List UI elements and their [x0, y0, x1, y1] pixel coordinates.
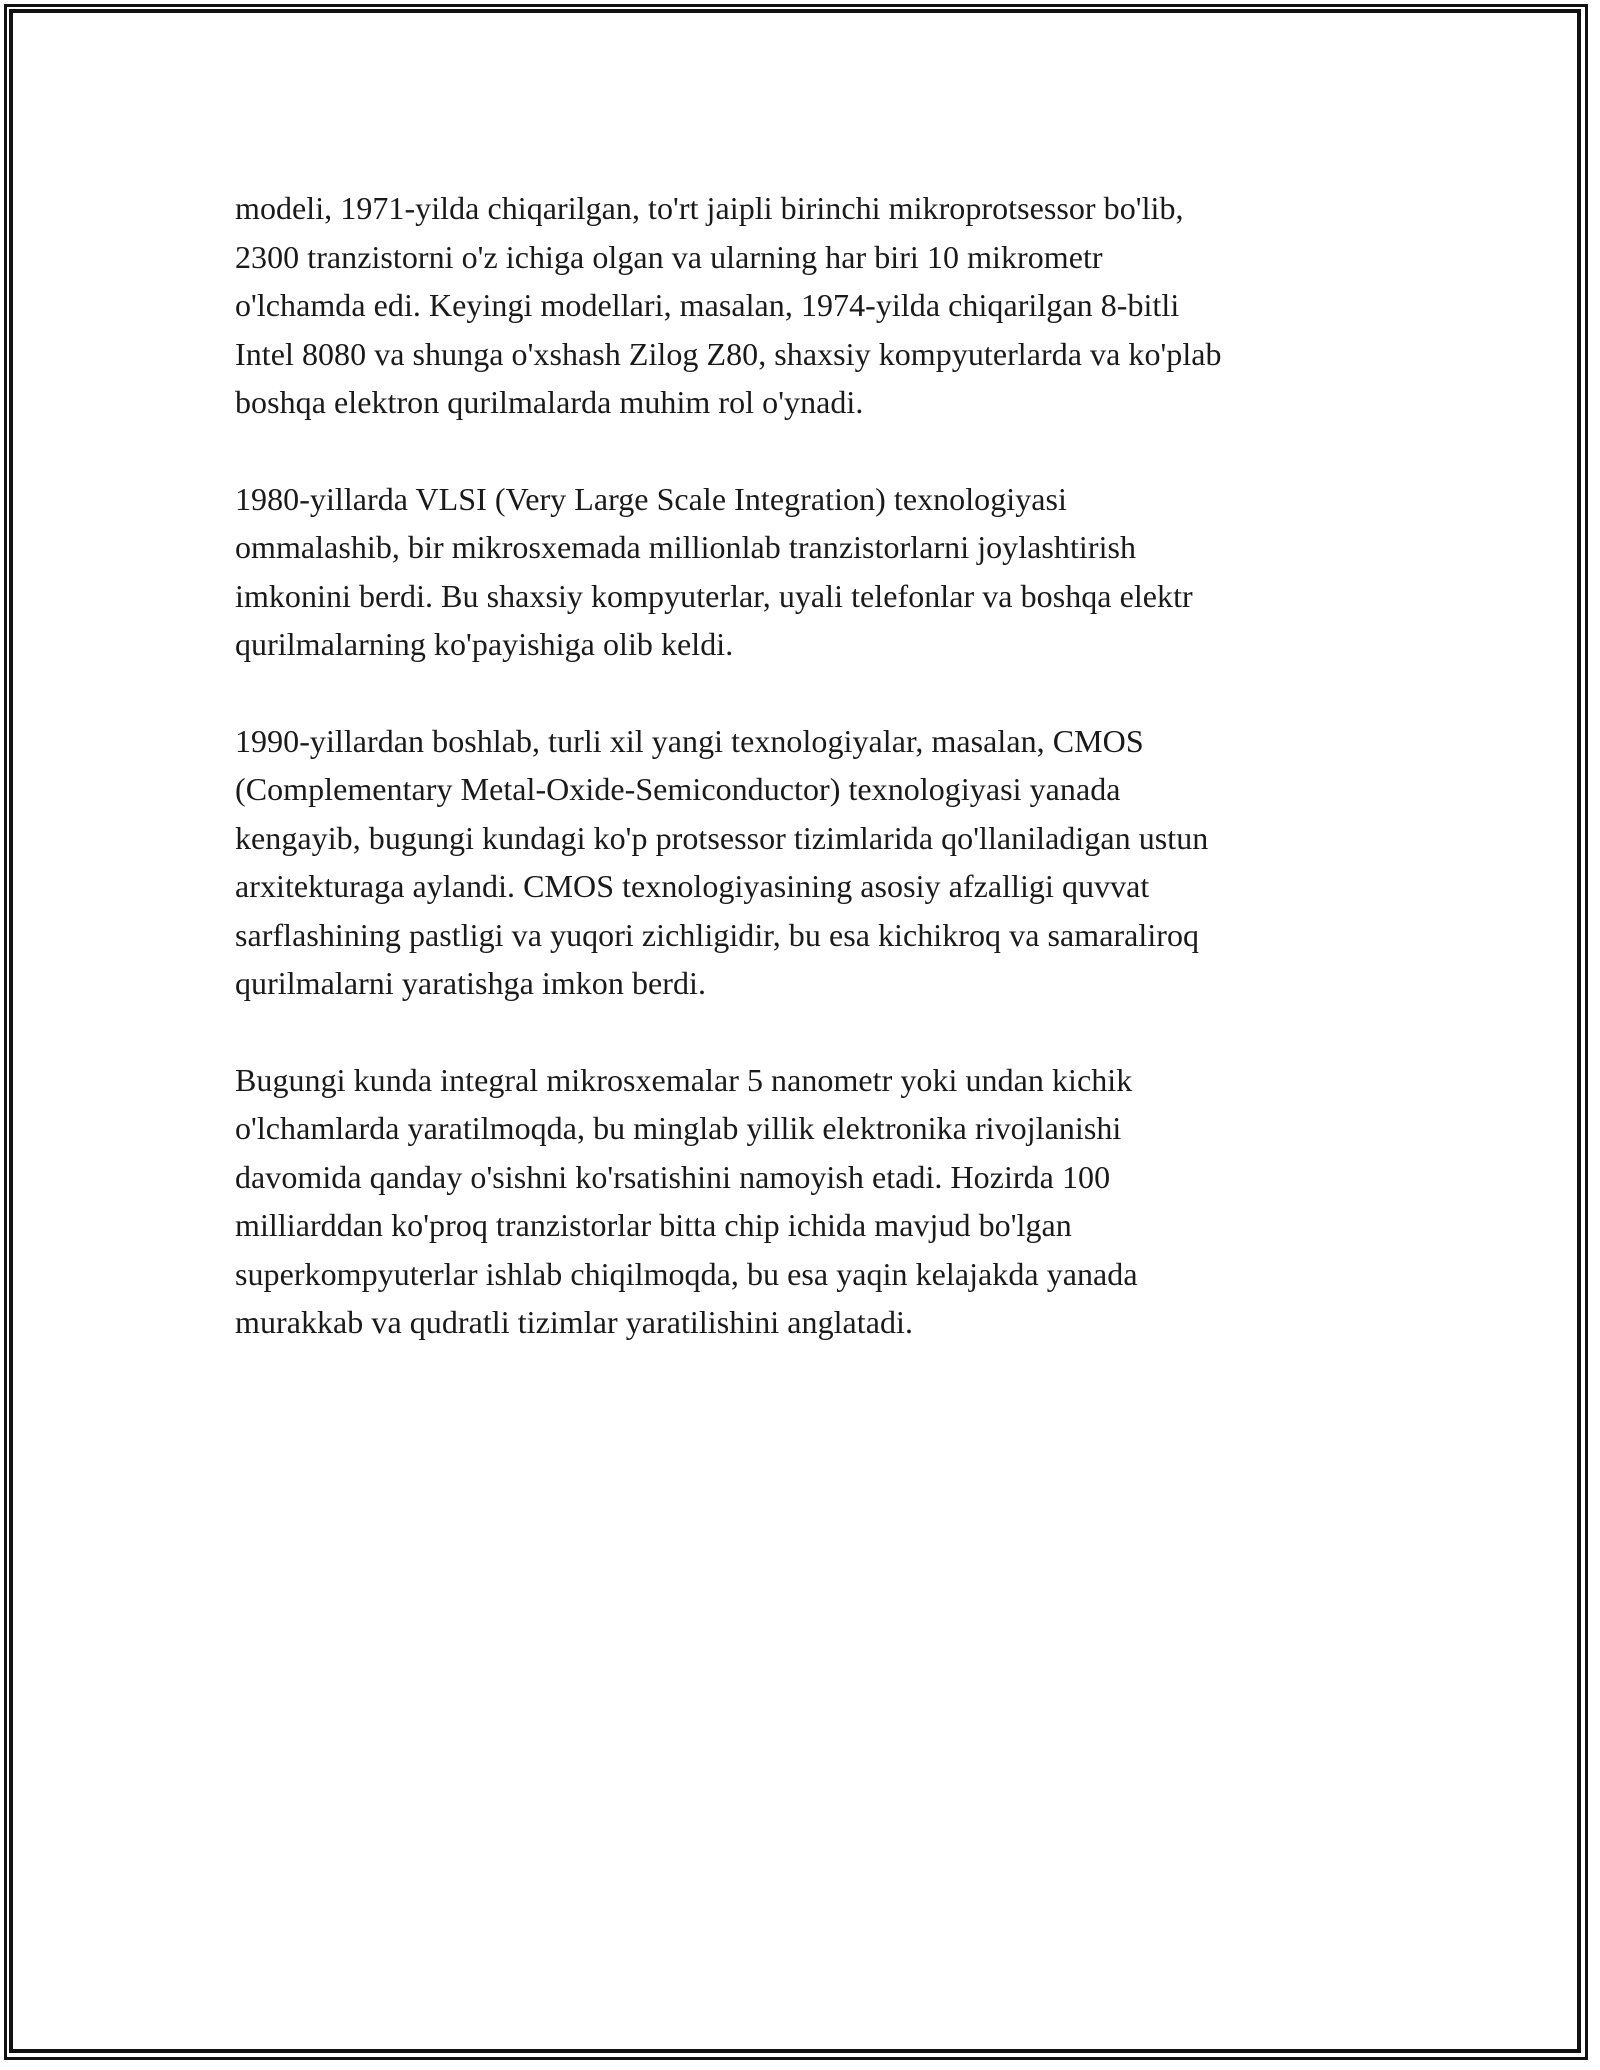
text-line: 1990-yillardan boshlab, turli xil yangi texnologiyalar, masalan, CMOS	[235, 722, 1144, 759]
text-line: milliarddan ko'proq tranzistorlar bitta chip ichida mavjud bo'lgan	[235, 1207, 1072, 1243]
text-line: murakkab va qudratli tizimlar yaratilishini anglatadi.	[235, 1304, 914, 1340]
text-line: imkonini berdi. Bu shaxsiy kompyuterlar, uyali telefonlar va boshqa elektr	[235, 577, 1193, 614]
paragraph-4	[235, 1056, 1375, 1347]
paragraph-1	[235, 184, 1375, 427]
text-line: superkompyuterlar ishlab chiqilmoqda, bu esa yaqin kelajakda yanada	[235, 1255, 1138, 1292]
text-line: davomida qanday o'sishni ko'rsatishini namoyish etadi. Hozirda 100	[235, 1158, 1111, 1195]
text-line: ommalashib, bir mikrosxemada millionlab tranzistorlarni joylashtirish	[235, 529, 1137, 565]
text-line: o'lchamda edi. Keyingi modellari, masalan, 1974-yilda chiqarilgan 8-bitli	[235, 287, 1180, 323]
document-body	[235, 184, 1375, 1395]
text-line: boshqa elektron qurilmalarda muhim rol o'ynadi.	[235, 384, 864, 420]
text-line: Bugungi kunda integral mikrosxemalar 5 nanometr yoki undan kichik	[235, 1061, 1133, 1098]
text-line: qurilmalarning ko'payishiga olib keldi.	[235, 626, 734, 662]
text-line: o'lchamlarda yaratilmoqda, bu minglab yillik elektronika rivojlanishi	[235, 1110, 1122, 1146]
text-line: modeli, 1971-yilda chiqarilgan, to'rt jaipli birinchi mikroprotsessor bo'lib,	[235, 190, 1184, 226]
text-line: sarflashining pastligi va yuqori zichligidir, bu esa kichikroq va samaraliroq	[235, 916, 1200, 953]
text-line: arxitekturaga aylandi. CMOS texnologiyasining asosiy afzalligi quvvat	[235, 868, 1150, 904]
paragraph-2	[235, 475, 1375, 669]
text-line: qurilmalarni yaratishga imkon berdi.	[235, 965, 707, 1001]
text-line: (Complementary Metal-Oxide-Semiconductor) texnologiyasi yanada	[235, 771, 1121, 807]
text-line: Intel 8080 va shunga o'xshash Zilog Z80, shaxsiy kompyuterlarda va ko'plab	[235, 335, 1222, 372]
paragraph-3	[235, 717, 1375, 1008]
text-line: kengayib, bugungi kundagi ko'p protsessor tizimlarida qo'llaniladigan ustun	[235, 819, 1209, 856]
text-line: 1980-yillarda VLSI (Very Large Scale Integration) texnologiyasi	[235, 480, 1067, 517]
text-line: 2300 tranzistorni o'z ichiga olgan va ularning har biri 10 mikrometr	[235, 238, 1103, 275]
